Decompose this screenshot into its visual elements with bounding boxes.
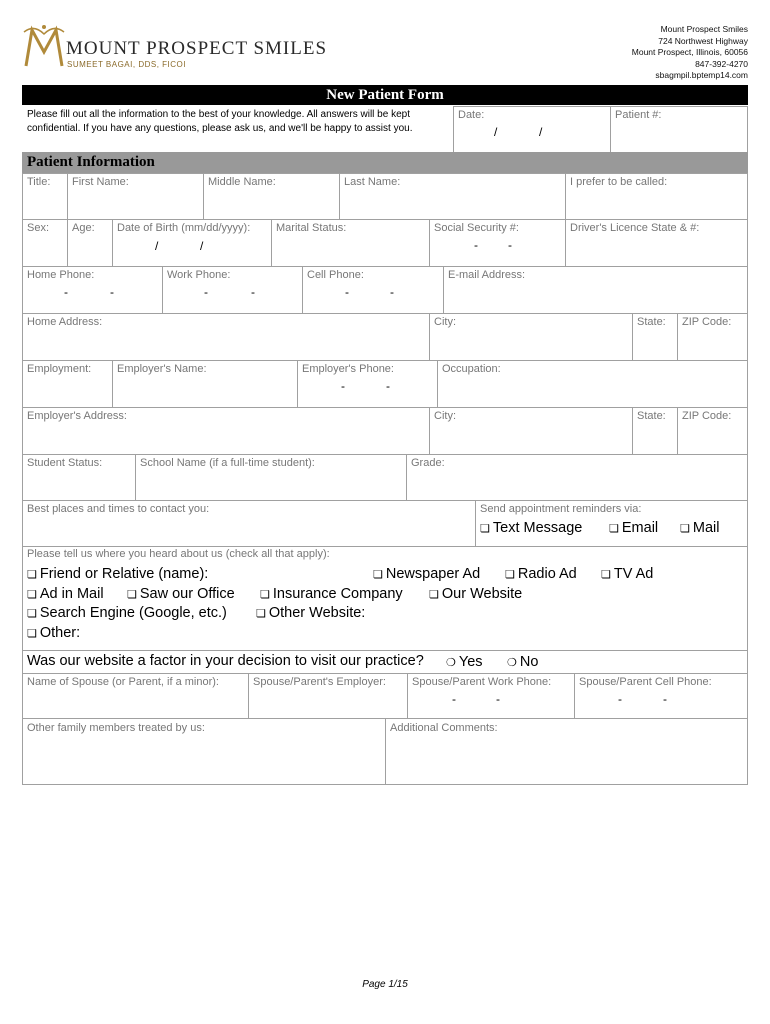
reminder-text-option[interactable]: ❏ Text Message	[480, 520, 583, 536]
referral-friend-option[interactable]: ❏ Friend or Relative (name):	[27, 566, 209, 582]
city-label: City:	[434, 316, 456, 328]
reminder-mail-option[interactable]: ❏ Mail	[680, 520, 720, 536]
contact-line: Mount Prospect, Illinois, 60056	[631, 47, 748, 57]
checkbox-icon[interactable]: ❏	[27, 569, 37, 581]
grade-label: Grade:	[411, 457, 445, 469]
checkbox-icon[interactable]: ❏	[127, 589, 137, 601]
intro-text: Please fill out all the information to the best of your knowledge. All answers will be kept confidential. If you have any questions, please ask us, and we'll be happy to assist you.	[27, 109, 413, 134]
phone-separator: -	[618, 692, 622, 706]
employment-label: Employment:	[27, 363, 92, 375]
contact-block	[632, 24, 748, 82]
city-field[interactable]	[429, 313, 633, 361]
contact-times-label: Best places and times to contact you:	[27, 503, 210, 515]
reminders-label: Send appointment reminders via:	[480, 503, 642, 515]
marital-status-label: Marital Status:	[276, 222, 347, 234]
logo-name: MOUNT PROSPECT SMILES	[66, 38, 328, 59]
state-label: State:	[637, 316, 666, 328]
checkbox-icon[interactable]: ❏	[27, 608, 37, 620]
title-label: Title:	[27, 176, 51, 188]
school-name-label: School Name (if a full-time student):	[140, 457, 315, 469]
contact-line: 847-392-4270	[695, 58, 748, 69]
phone-separator: -	[496, 692, 500, 706]
date-label: Date:	[458, 109, 485, 121]
age-label: Age:	[72, 222, 95, 234]
section-header	[22, 152, 748, 173]
phone-separator: -	[345, 285, 349, 299]
phone-separator: -	[663, 692, 667, 706]
dob-label: Date of Birth (mm/dd/yyyy):	[117, 222, 251, 234]
radio-icon[interactable]: ❍	[507, 657, 517, 669]
ssn-label: Social Security #:	[434, 222, 519, 234]
spouse-work-phone-label: Spouse/Parent Work Phone:	[412, 676, 552, 688]
referral-other-option[interactable]: ❏ Other:	[27, 625, 81, 641]
referral-search-option[interactable]: ❏ Search Engine (Google, etc.)	[27, 605, 227, 621]
logo-subtitle: SUMEET BAGAI, DDS, FICOI	[67, 60, 186, 69]
state-label: State:	[637, 410, 666, 422]
zip-label: ZIP Code:	[682, 410, 732, 422]
referral-website-option[interactable]: ❏ Our Website	[429, 586, 523, 602]
checkbox-icon[interactable]: ❏	[609, 523, 619, 535]
home-address-label: Home Address:	[27, 316, 103, 328]
spouse-cell-phone-label: Spouse/Parent Cell Phone:	[579, 676, 712, 688]
phone-separator: -	[390, 285, 394, 299]
preferred-name-label: I prefer to be called:	[570, 176, 668, 188]
first-name-label: First Name:	[72, 176, 129, 188]
checkbox-icon[interactable]: ❏	[480, 523, 490, 535]
employer-city-field[interactable]	[429, 407, 633, 455]
referral-radio-option[interactable]: ❏ Radio Ad	[505, 566, 577, 582]
ssn-separator: -	[508, 238, 512, 252]
checkbox-icon[interactable]: ❏	[505, 569, 515, 581]
cell-phone-label: Cell Phone:	[307, 269, 364, 281]
contact-line: 724 Northwest Highway	[658, 35, 748, 46]
contact-line: Mount Prospect Smiles	[660, 24, 748, 34]
referral-newspaper-option[interactable]: ❏ Newspaper Ad	[373, 566, 481, 582]
checkbox-icon[interactable]: ❏	[260, 589, 270, 601]
additional-comments-label: Additional Comments:	[390, 722, 498, 734]
employer-address-label: Employer's Address:	[27, 410, 127, 422]
referral-insurance-option[interactable]: ❏ Insurance Company	[260, 586, 403, 602]
referral-tv-option[interactable]: ❏ TV Ad	[601, 566, 654, 582]
occupation-label: Occupation:	[442, 363, 501, 375]
phone-separator: -	[452, 692, 456, 706]
zip-label: ZIP Code:	[682, 316, 732, 328]
referral-office-option[interactable]: ❏ Saw our Office	[127, 586, 235, 602]
checkbox-icon[interactable]: ❏	[680, 523, 690, 535]
page-number: Page 1/15	[362, 979, 408, 990]
phone-separator: -	[251, 285, 255, 299]
phone-separator: -	[64, 285, 68, 299]
website-yes-option[interactable]: ❍ Yes	[446, 654, 483, 670]
checkbox-icon[interactable]: ❏	[429, 589, 439, 601]
phone-separator: -	[110, 285, 114, 299]
practice-logo	[22, 22, 328, 72]
ssn-separator: -	[474, 238, 478, 252]
referral-other-website-option[interactable]: ❏ Other Website:	[256, 605, 366, 621]
date-separator: /	[494, 125, 498, 139]
email-label: E-mail Address:	[448, 269, 526, 281]
phone-separator: -	[204, 285, 208, 299]
spouse-name-label: Name of Spouse (or Parent, if a minor):	[27, 676, 219, 688]
dob-separator: /	[200, 239, 204, 253]
phone-separator: -	[341, 379, 345, 393]
tooth-logo-icon	[22, 24, 66, 70]
checkbox-icon[interactable]: ❏	[27, 628, 37, 640]
referral-mail-option[interactable]: ❏ Ad in Mail	[27, 586, 104, 602]
employer-phone-label: Employer's Phone:	[302, 363, 394, 375]
city-label: City:	[434, 410, 456, 422]
license-label: Driver's Licence State & #:	[570, 222, 700, 234]
referral-label: Please tell us where you heard about us (check all that apply):	[27, 548, 330, 560]
radio-icon[interactable]: ❍	[446, 657, 456, 669]
student-status-label: Student Status:	[27, 457, 103, 469]
home-phone-label: Home Phone:	[27, 269, 95, 281]
last-name-label: Last Name:	[344, 176, 401, 188]
middle-name-label: Middle Name:	[208, 176, 276, 188]
sex-label: Sex:	[27, 222, 50, 234]
section-title: Patient Information	[27, 154, 155, 170]
checkbox-icon[interactable]: ❏	[27, 589, 37, 601]
date-separator: /	[539, 125, 543, 139]
phone-separator: -	[386, 379, 390, 393]
family-members-label: Other family members treated by us:	[27, 722, 205, 734]
employer-name-label: Employer's Name:	[117, 363, 207, 375]
spouse-employer-label: Spouse/Parent's Employer:	[253, 676, 386, 688]
grade-field[interactable]	[406, 454, 748, 501]
website-no-option[interactable]: ❍ No	[507, 654, 539, 670]
checkbox-icon[interactable]: ❏	[601, 569, 611, 581]
patient-number-label: Patient #:	[615, 109, 662, 121]
website-question: Was our website a factor in your decision to visit our practice?	[27, 653, 424, 669]
form-title: New Patient Form	[22, 85, 748, 105]
work-phone-label: Work Phone:	[167, 269, 231, 281]
checkbox-icon[interactable]: ❏	[256, 608, 266, 620]
checkbox-icon[interactable]: ❏	[373, 569, 383, 581]
contact-line: sbagmpil.bptemp14.com	[655, 70, 748, 80]
reminder-email-option[interactable]: ❏ Email	[609, 520, 659, 536]
dob-separator: /	[155, 239, 159, 253]
